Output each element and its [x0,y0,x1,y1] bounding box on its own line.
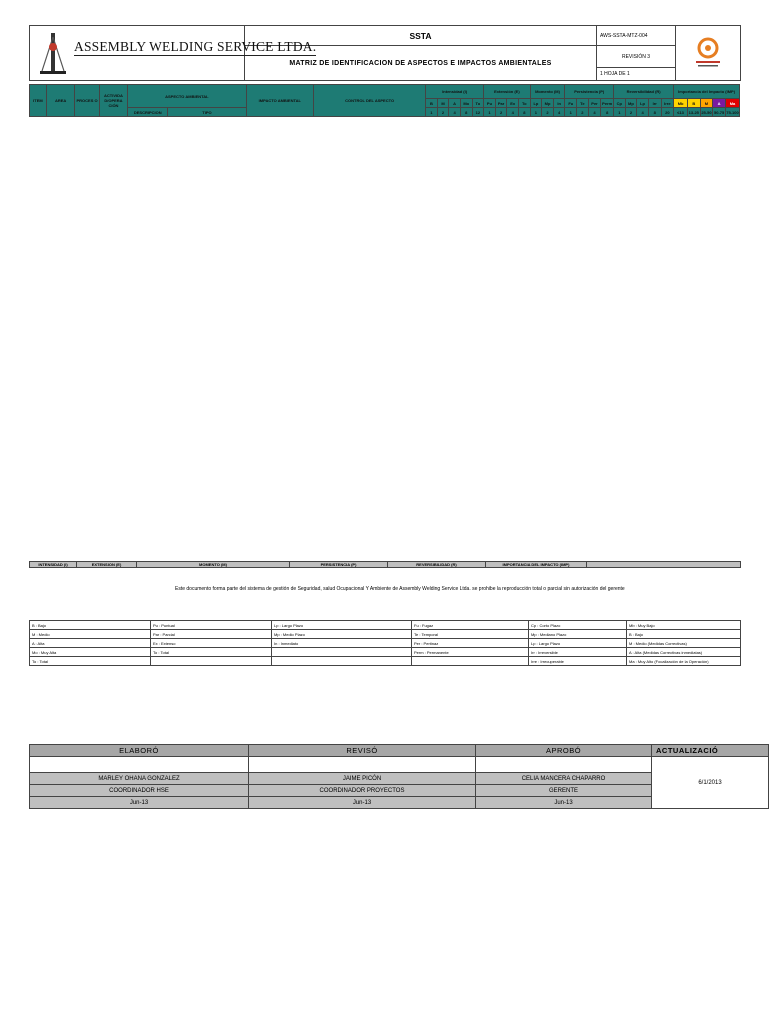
document-code: AWS-SSTA-MTZ-004 [597,26,676,46]
sub-label: Pu [484,99,496,108]
sub-value: 1 [426,108,438,117]
environmental-matrix-table [29,84,740,117]
col-aspecto: ASPECTO AMBIENTAL [128,85,246,108]
reviso-date: Jun-13 [249,797,476,809]
legend-entry: B : Bajo [627,630,741,639]
sub-label: To [472,99,484,108]
legend-entry: Te : Temporal [412,630,529,639]
factor-intensidad: INTENSIDAD (I) [30,562,77,568]
sub-value: 20 [661,108,674,117]
aprobo-signature [476,757,652,773]
sub-value: 4 [553,108,565,117]
col-control: CONTROL DEL ASPECTO [314,85,426,117]
col-descripcion: DESCRIPCION [128,108,168,117]
document-title: MATRIZ DE IDENTIFICACION DE ASPECTOS E IMPACTOS AMBIENTALES [245,46,597,81]
sub-label: Cp [614,99,626,108]
group-momento: Momento (M) [530,85,565,99]
sub-label: Par [495,99,507,108]
page-label: 1 HOJA DE 1 [597,68,676,81]
imp-range: 13-25 [688,109,699,115]
factor-importancia: IMPORTANCIA DEL IMPACTO (IMP) [486,562,587,568]
aprobo-role: GERENTE [476,785,652,797]
group-persistencia: Persistencia (P) [565,85,614,99]
sub-value: 8 [519,108,531,117]
imp-range: 25-50 [701,109,712,115]
sub-value: 8 [648,108,661,117]
sub-label: Ma [725,99,739,108]
legend-entry: Lp : Largo Plazo [529,639,627,648]
legend-entry: Lp : Largo Plazo [272,621,412,630]
legend-entry: Mp : Medio Plazo [272,630,412,639]
group-reversibilidad: Reversibilidad (R) [614,85,674,99]
col-actividad: ACTIVIDA D/OPERA CIÓN [99,85,128,117]
col-tipo: TIPO [168,108,246,117]
revision-label: REVISIÓN 3 [597,46,676,68]
sub-label: M [700,99,713,108]
sub-label: Mo [460,99,472,108]
signature-block [29,744,769,809]
group-extension: Extensión (E) [484,85,530,99]
document-header [29,25,741,81]
sub-label: A [713,99,726,108]
reviso-signature [249,757,476,773]
abbreviation-legend [29,620,741,666]
sub-label: Te [577,99,589,108]
legend-entry: Per : Pertinaz [412,639,529,648]
legend-entry: B : Bajo [30,621,151,630]
legend-entry: To : Total [151,648,272,657]
legend-entry: Pu : Puntual [151,621,272,630]
sub-value: 4 [449,108,461,117]
sub-value: 2 [577,108,589,117]
imp-range: 75-100 [726,109,739,115]
sub-value: 1 [565,108,577,117]
factor-blank [587,562,741,568]
legend-entry: Ma : Muy Alto (Focalización de la Operación) [627,657,741,666]
certification-logo-cell [676,26,741,81]
legend-entry: Cp : Corto Plazo [529,621,627,630]
sub-label: Mp [542,99,554,108]
sub-value: 1 [614,108,626,117]
company-name: ASSEMBLY WELDING SERVICE LTDA. [74,39,317,54]
legend-entry: To : Total [30,657,151,666]
legend-entry: Mb : Muy Bajo [627,621,741,630]
sub-value: 8 [460,108,472,117]
sub-value: 4 [507,108,519,117]
sub-value: 4 [588,108,601,117]
legend-row [30,630,741,639]
elaboro-signature [30,757,249,773]
elaboro-name: MARLEY OHANA GONZALEZ [30,773,249,785]
legend-entry: Mo : Muy Alta [30,648,151,657]
actualizacion-header: ACTUALIZACIÓ [652,745,769,757]
reviso-role: COORDINADOR PROYECTOS [249,785,476,797]
factor-legend-bar [29,561,741,568]
sub-value: 1 [484,108,496,117]
sub-label: M [437,99,449,108]
sub-label: Irre [661,99,674,108]
elaboro-role: COORDINADOR HSE [30,785,249,797]
legend-entry: A : Alta [30,639,151,648]
sub-label: Fu [565,99,577,108]
sub-label: Lp [637,99,649,108]
sub-value: 2 [625,108,637,117]
confidentiality-note: Este documento forma parte del sistema de gestión de Seguridad, salud Ocupacional Y Ambiente de Assembly Welding Service Ltda. se prohibe la reproducción total o parcial sin autorización del gerente [175,586,625,592]
factor-momento: MOMENTO (M) [137,562,290,568]
sub-value: 12 [472,108,484,117]
legend-entry [412,657,529,666]
legend-entry [272,648,412,657]
legend-entry [272,657,412,666]
sub-value: 2 [542,108,554,117]
legend-entry: Perm : Permanente [412,648,529,657]
legend-entry: Irre : Irrecuperable [529,657,627,666]
reviso-header: REVISÓ [249,745,476,757]
col-proceso: PROCES O [75,85,99,117]
col-impacto: IMPACTO AMBIENTAL [246,85,314,117]
sub-value: 2 [437,108,449,117]
sub-value: 1 [530,108,542,117]
elaboro-header: ELABORÓ [30,745,249,757]
imp-range: ≤13 [674,108,688,117]
sub-label: Mp [625,99,637,108]
legend-row [30,648,741,657]
legend-entry: M : Medio [30,630,151,639]
legend-row [30,639,741,648]
imp-range: 50-75 [714,109,725,115]
sub-value: 8 [601,108,614,117]
legend-entry: Mp : Mediano Plazo [529,630,627,639]
legend-entry: Irr : Irreversible [529,648,627,657]
factor-reversibilidad: REVERSIBILIDAD (R) [388,562,486,568]
sub-label: Mb [674,99,688,108]
system-title: SSTA [245,26,597,46]
legend-entry: In : Inmediato [272,639,412,648]
sub-label: Per [588,99,601,108]
sub-label: Ex [507,99,519,108]
aprobo-name: CELIA MANCERA CHAPARRO [476,773,652,785]
col-area: AREA [46,85,75,117]
factor-extension: EXTENSION (E) [77,562,137,568]
sub-label: Lp [530,99,542,108]
sub-label: Irr [648,99,661,108]
sub-value: 2 [495,108,507,117]
group-intensidad: Intensidad (I) [426,85,484,99]
legend-entry: Par : Parcial [151,630,272,639]
sub-label: B [687,99,700,108]
legend-row [30,621,741,630]
sub-label: Perm [602,100,613,106]
col-item: ITEM [30,85,47,117]
legend-entry: A : Alta (Medidas Correctivas inmediatas) [627,648,741,657]
update-date: 6/1/2013 [652,757,769,809]
reviso-name: JAIME PICÓN [249,773,476,785]
company-logo-cell [30,26,317,81]
sub-label: In [553,99,565,108]
aprobo-header: APROBÓ [476,745,652,757]
factor-persistencia: PERSISTENCIA (P) [290,562,388,568]
group-importancia: Importancia del Impacto (IMP) [674,85,740,99]
legend-entry: Fu : Fugaz [412,621,529,630]
legend-row [30,657,741,666]
sub-label: To [519,99,531,108]
legend-entry [151,657,272,666]
certification-seal-icon [688,32,728,72]
legend-entry: Ex : Extenso [151,639,272,648]
welding-tower-icon [38,31,68,75]
sub-value: 4 [637,108,649,117]
aprobo-date: Jun-13 [476,797,652,809]
sub-label: B [426,99,438,108]
elaboro-date: Jun-13 [30,797,249,809]
sub-label: A [449,99,461,108]
legend-entry: M : Medio (Medidas Correctivas) [627,639,741,648]
